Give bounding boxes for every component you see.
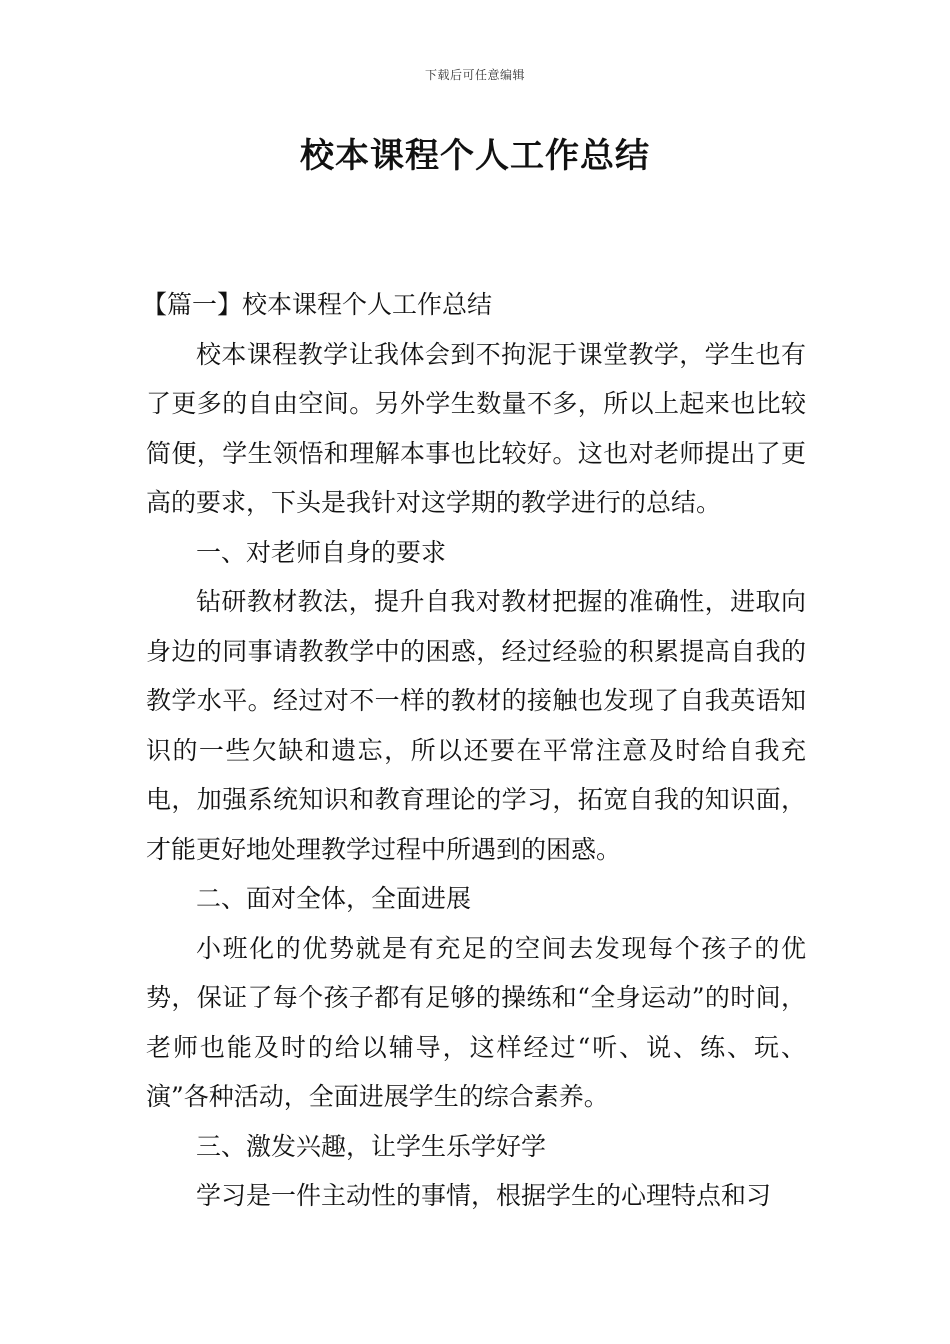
paragraph-teacher-requirements: 钻研教材教法，提升自我对教材把握的准确性，进取向身边的同事请教教学中的困惑，经过经验的积累提高自我的教学水平。经过对不一样的教材的接触也发现了自我英语知识的一些欠缺和遗忘，所以还要在平常注意及时给自我充电，加强系统知识和教育理论的学习，拓宽自我的知识面，才能更好地处理教学过程中所遇到的困惑。 [146, 587, 806, 864]
document-title: 校本课程个人工作总结 [300, 136, 650, 176]
heading-stimulate-interest: 三、激发兴趣，让学生乐学好学 [196, 1131, 547, 1161]
document-body [142, 280, 806, 1221]
paragraph-stimulate-interest: 学习是一件主动性的事情，根据学生的心理特点和习 [196, 1181, 772, 1210]
heading-whole-development: 二、面对全体，全面进展 [196, 884, 472, 913]
paragraph-whole-development: 小班化的优势就是有充足的空间去发现每个孩子的优势，保证了每个孩子都有足够的操练和“全身运动”的时间，老师也能及时的给以辅导，这样经过“听、说、练、玩、演”各种活动，全面进展学生的综合素养。 [146, 933, 806, 1111]
paragraph-intro: 校本课程教学让我体会到不拘泥于课堂教学，学生也有了更多的自由空间。另外学生数量不多，所以上起来也比较简便，学生领悟和理解本事也比较好。这也对老师提出了更高的要求，下头是我针对这学期的教学进行的总结。 [146, 339, 806, 517]
section-label: 【篇一】校本课程个人工作总结 [142, 290, 493, 319]
heading-teacher-requirements: 一、对老师自身的要求 [196, 537, 447, 567]
header-note: 下载后可任意编辑 [424, 68, 525, 82]
